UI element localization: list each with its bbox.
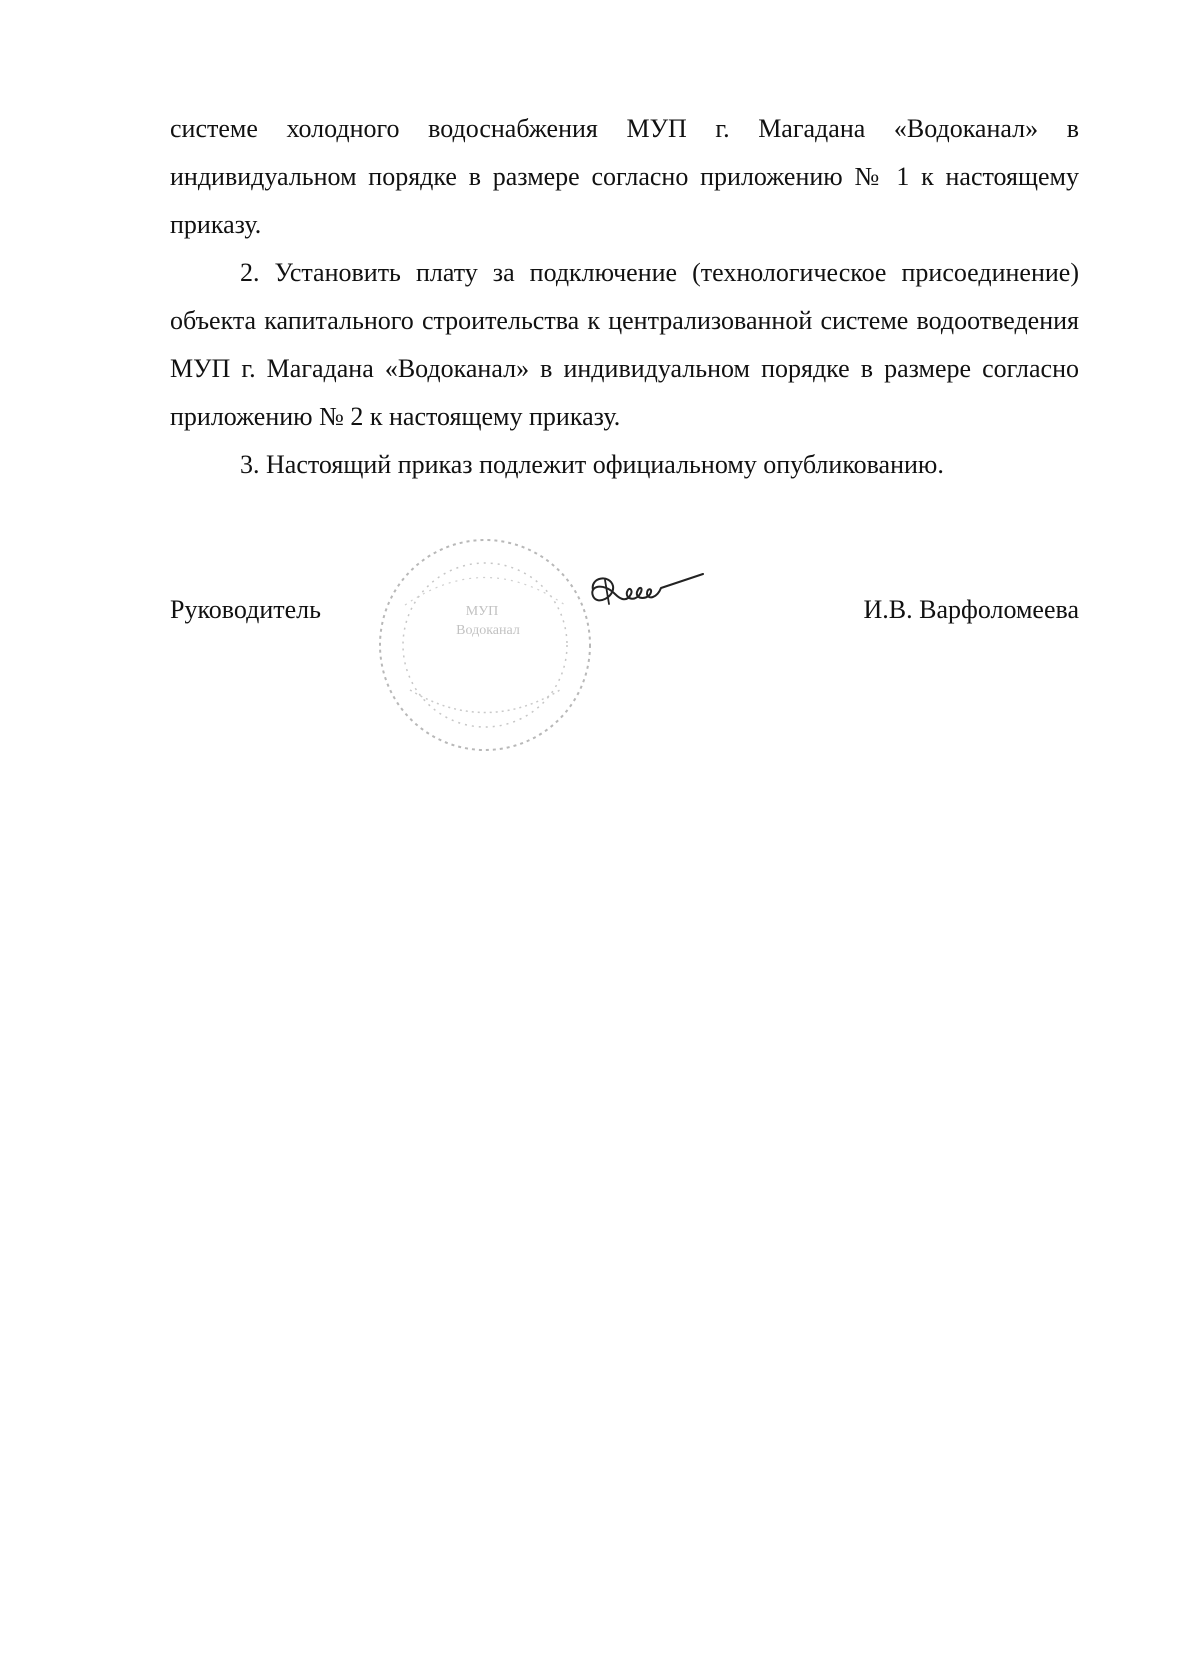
- document-body: [170, 105, 1079, 489]
- official-stamp: [370, 530, 600, 760]
- signer-title: Руководитель: [170, 595, 321, 624]
- stamp-text-2: Водоканал: [456, 623, 520, 638]
- stamp-text-1: МУП: [465, 604, 499, 619]
- handwritten-signature: [585, 572, 705, 622]
- paragraph-item-2: 2. Установить плату за подключение (технологическое присоединение) объекта капитального строительства к централизованной системе водоотведения МУП г. Магадана «Водоканал» в индивидуальном порядке в размере согласно приложению № 2 к настоящему приказу.: [170, 258, 1079, 431]
- paragraph-continuation: системе холодного водоснабжения МУП г. Магадана «Водоканал» в индивидуальном порядке в размере согласно приложению № 1 к настоящему приказу.: [170, 114, 1079, 239]
- paragraph-item-3: 3. Настоящий приказ подлежит официальному опубликованию.: [240, 450, 944, 479]
- signer-name: И.В. Варфоломеева: [863, 595, 1079, 624]
